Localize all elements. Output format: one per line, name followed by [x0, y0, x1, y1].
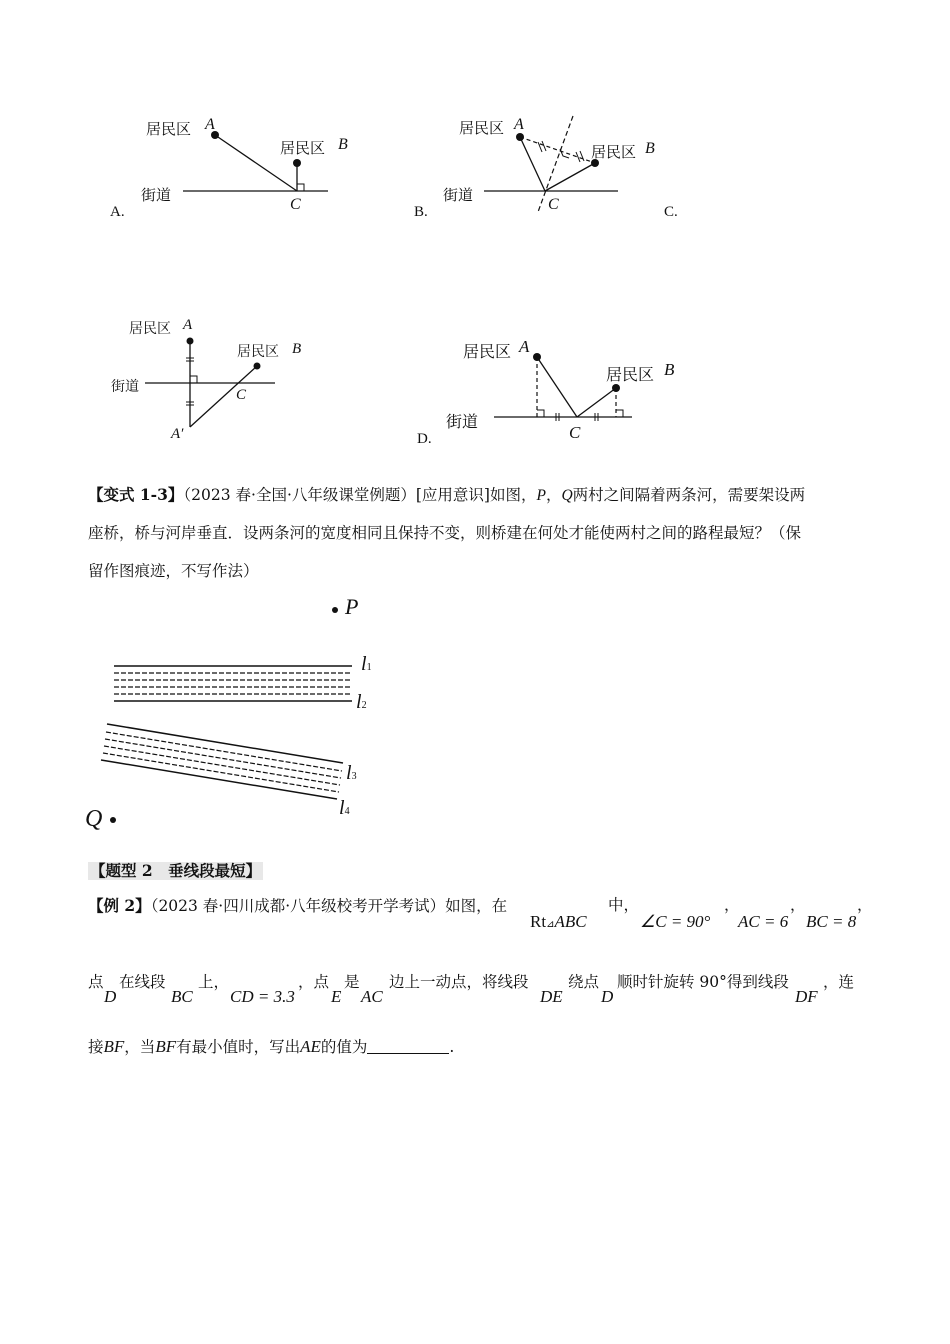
zhong-text: 中，: [608, 896, 640, 914]
figure-d-point-c: C: [569, 423, 581, 442]
text: 绕点: [568, 973, 600, 991]
label-l4: l4: [339, 797, 350, 819]
text: 的值为: [320, 1038, 368, 1056]
type-2-heading: 【题型 2 垂线段最短】: [90, 861, 262, 880]
answer-blank[interactable]: [367, 1039, 449, 1054]
figure-a-residential-a-label: 居民区: [146, 120, 192, 138]
river-point-q: Q: [85, 806, 103, 832]
text: ，连: [823, 973, 855, 991]
bc-equation: BC = 8: [806, 912, 857, 931]
segment-bc: BC: [171, 987, 193, 1006]
figure-b-residential-a-label: 居民区: [459, 119, 505, 137]
rt-text: Rt: [530, 912, 547, 931]
figure-b-point-b: B: [645, 140, 655, 157]
text: 接: [88, 1038, 104, 1056]
figure-d-residential-a-label: 居民区: [463, 342, 512, 361]
segment-df: DF: [795, 987, 818, 1006]
example-2-source: （2023 春·四川成都·八年级校考开学考试）如图，在: [150, 897, 508, 915]
segment-bf: BF: [103, 1037, 125, 1056]
figure-d-residential-b-label: 居民区: [606, 365, 655, 384]
segment-bf: BF: [155, 1037, 177, 1056]
figure-a-point-a: A: [205, 116, 215, 133]
figure-c-street-label: 街道: [111, 379, 139, 395]
variant-1-3-line-2: 座桥，桥与河岸垂直．设两条河的宽度相同且保持不变，则桥建在何处才能使两村之间的路程最短？（保: [88, 524, 802, 542]
angle-c-equation: ∠C = 90°: [640, 912, 711, 931]
separator: ，: [724, 896, 740, 914]
text: .: [449, 1038, 455, 1056]
figure-a-point-b: B: [338, 136, 348, 153]
option-a-label: A.: [110, 204, 125, 220]
example-2-line-1-start: [88, 898, 507, 915]
label-l2: l2: [356, 691, 367, 713]
figure-b-street-label: 街道: [443, 186, 474, 204]
figure-d-point-a: A: [519, 337, 530, 356]
figure-d-point-b: B: [664, 360, 675, 379]
figure-b-point-a: A: [514, 116, 524, 133]
figure-b-point-c: C: [548, 196, 559, 213]
village-p: P: [536, 487, 546, 504]
figure-c-point-c: C: [236, 387, 247, 403]
text: 上，: [198, 973, 230, 991]
variant-source: （2023 春·全国·八年级课堂例题）[应用意识]如图，: [183, 486, 537, 504]
text: ，点: [298, 973, 330, 991]
triangle-abc: ABC: [554, 912, 587, 931]
figure-a-point-c: C: [290, 196, 301, 213]
label-l1: l1: [361, 653, 372, 675]
figure-d-street-label: 街道: [446, 412, 479, 431]
segment-ac: AC: [361, 987, 383, 1006]
figure-a-residential-b-label: 居民区: [280, 139, 326, 157]
option-d-label: D.: [417, 431, 432, 447]
text: 顺时针旋转 90°得到线段: [617, 973, 789, 991]
figure-c-residential-a-label: 居民区: [129, 321, 171, 337]
example-2-tag: 【例 2】: [88, 896, 151, 915]
river-point-p: P: [345, 594, 359, 619]
text: 点: [88, 973, 104, 991]
text: 有最小值时，写出: [176, 1038, 301, 1056]
ac-equation: AC = 6: [738, 912, 789, 931]
variant-tag: 【变式 1-3】: [88, 485, 184, 504]
text: ，当: [124, 1038, 156, 1056]
figure-b-residential-b-label: 居民区: [591, 143, 637, 161]
label-l3: l3: [346, 762, 357, 784]
cd-equation: CD = 3.3: [230, 987, 295, 1006]
comma: ，: [545, 486, 562, 504]
option-c-label: C.: [664, 204, 678, 220]
triangle-symbol: ⊿: [546, 919, 555, 930]
option-b-label: B.: [414, 204, 428, 220]
separator: ，: [857, 896, 873, 914]
segment-de: DE: [540, 987, 563, 1006]
example-2-triangle: [530, 912, 587, 932]
figure-c-point-a-prime: A′: [171, 426, 184, 442]
segment-ae: AE: [300, 1037, 321, 1056]
example-2-line-3: [88, 1035, 454, 1057]
text: 是: [344, 973, 360, 991]
point-e: E: [331, 987, 342, 1006]
separator: ，: [790, 896, 806, 914]
variant-line1-rest: 两村之间隔着两条河，需要架设两: [572, 486, 806, 504]
point-d: D: [104, 987, 117, 1006]
figure-c-point-b: B: [292, 341, 302, 357]
figure-c-residential-b-label: 居民区: [237, 344, 279, 360]
variant-1-3-line-3: 留作图痕迹，不写作法）: [88, 562, 259, 580]
text: 边上一动点，将线段: [389, 973, 529, 991]
point-d: D: [601, 987, 614, 1006]
figure-a-street-label: 街道: [141, 186, 172, 204]
text: 在线段: [119, 973, 166, 991]
figure-c-point-a: A: [183, 317, 193, 333]
village-q: Q: [561, 487, 573, 504]
